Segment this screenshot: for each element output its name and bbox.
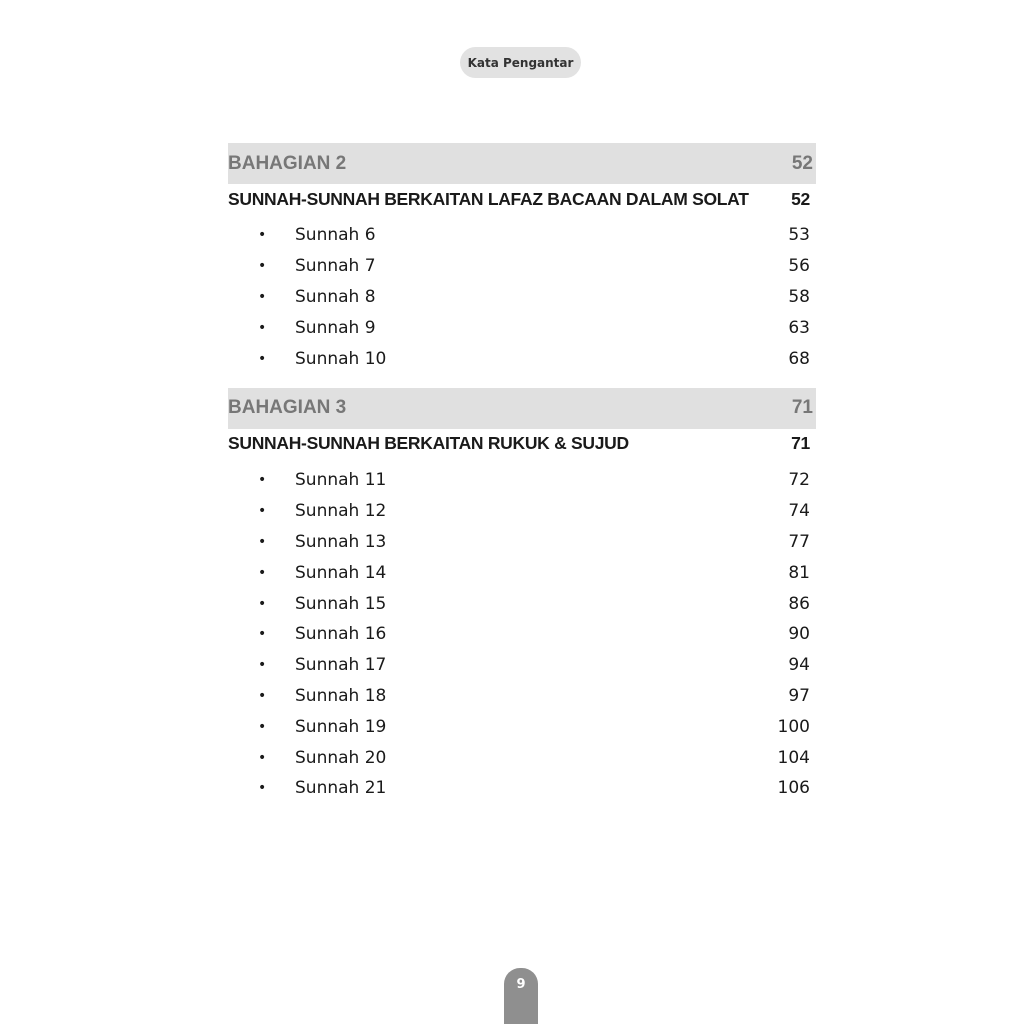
toc-item[interactable] — [228, 220, 816, 251]
toc-item-page: 56 — [788, 256, 810, 277]
bullet-icon: • — [258, 749, 267, 766]
toc-item[interactable] — [228, 343, 816, 374]
toc-item-page: 100 — [777, 716, 810, 737]
toc-item-label: Sunnah 16 — [295, 624, 387, 645]
chapter-page-number: 71 — [791, 433, 810, 454]
toc-item[interactable] — [228, 496, 816, 527]
toc-item-label: Sunnah 8 — [295, 286, 376, 307]
toc-item[interactable] — [228, 711, 816, 742]
chapter-row[interactable] — [228, 184, 816, 214]
toc-item-label: Sunnah 21 — [295, 778, 387, 799]
toc-item-page: 58 — [788, 286, 810, 307]
toc-item-label: Sunnah 19 — [295, 716, 387, 737]
part-page-number: 52 — [791, 152, 813, 174]
part-page-number: 71 — [791, 397, 813, 419]
toc-item-label: Sunnah 6 — [295, 225, 376, 246]
toc-item[interactable] — [228, 742, 816, 773]
page-number: 9 — [516, 977, 526, 992]
toc-item-list — [228, 465, 816, 804]
toc-item[interactable] — [228, 251, 816, 282]
toc-item[interactable] — [228, 619, 816, 650]
toc-item[interactable] — [228, 588, 816, 619]
page-number-tab — [504, 968, 538, 1024]
table-of-contents — [228, 143, 816, 804]
bullet-icon: • — [258, 288, 267, 305]
toc-item-page: 104 — [777, 747, 810, 768]
bullet-icon: • — [258, 718, 267, 735]
bullet-icon: • — [258, 258, 267, 275]
chapter-title: SUNNAH-SUNNAH BERKAITAN RUKUK & SUJUD — [228, 433, 629, 454]
part-heading[interactable] — [228, 143, 816, 184]
bullet-icon: • — [258, 657, 267, 674]
bullet-icon: • — [258, 227, 267, 244]
chapter-row[interactable] — [228, 429, 816, 459]
toc-item[interactable] — [228, 557, 816, 588]
bullet-icon: • — [258, 319, 267, 336]
bullet-icon: • — [258, 472, 267, 489]
bullet-icon: • — [258, 626, 267, 643]
bullet-icon: • — [258, 503, 267, 520]
toc-item[interactable] — [228, 465, 816, 496]
chapter-title: SUNNAH-SUNNAH BERKAITAN LAFAZ BACAAN DALAM SOLAT — [228, 188, 749, 209]
toc-item-page: 68 — [788, 348, 810, 369]
toc-item-page: 86 — [788, 593, 810, 614]
toc-item-page: 63 — [788, 317, 810, 338]
toc-item-page: 106 — [777, 778, 810, 799]
part-title: BAHAGIAN 2 — [228, 152, 347, 174]
toc-item-label: Sunnah 15 — [295, 593, 387, 614]
toc-item-label: Sunnah 11 — [295, 470, 387, 491]
bullet-icon: • — [258, 350, 267, 367]
header-section-label: Kata Pengantar — [460, 47, 581, 78]
toc-item-page: 74 — [788, 501, 810, 522]
bullet-icon: • — [258, 687, 267, 704]
toc-item[interactable] — [228, 681, 816, 712]
toc-item-label: Sunnah 9 — [295, 317, 376, 338]
toc-item-page: 90 — [788, 624, 810, 645]
toc-item-label: Sunnah 12 — [295, 501, 387, 522]
bullet-icon: • — [258, 595, 267, 612]
toc-item[interactable] — [228, 282, 816, 313]
toc-item-page: 77 — [788, 531, 810, 552]
toc-item[interactable] — [228, 773, 816, 804]
toc-item-label: Sunnah 20 — [295, 747, 387, 768]
toc-item-page: 72 — [788, 470, 810, 491]
toc-item-label: Sunnah 17 — [295, 655, 387, 676]
toc-item-page: 97 — [788, 685, 810, 706]
toc-item[interactable] — [228, 312, 816, 343]
toc-item[interactable] — [228, 650, 816, 681]
toc-item-list — [228, 220, 816, 374]
toc-item-label: Sunnah 7 — [295, 256, 376, 277]
chapter-page-number: 52 — [791, 188, 810, 209]
toc-item-page: 53 — [788, 225, 810, 246]
section-gap — [228, 374, 816, 388]
toc-item-label: Sunnah 18 — [295, 685, 387, 706]
toc-item[interactable] — [228, 527, 816, 558]
bullet-icon: • — [258, 533, 267, 550]
bullet-icon: • — [258, 564, 267, 581]
bullet-icon: • — [258, 780, 267, 797]
part-title: BAHAGIAN 3 — [228, 397, 347, 419]
toc-item-page: 81 — [788, 562, 810, 583]
part-heading[interactable] — [228, 388, 816, 429]
toc-item-label: Sunnah 10 — [295, 348, 387, 369]
toc-item-page: 94 — [788, 655, 810, 676]
toc-item-label: Sunnah 13 — [295, 531, 387, 552]
toc-item-label: Sunnah 14 — [295, 562, 387, 583]
